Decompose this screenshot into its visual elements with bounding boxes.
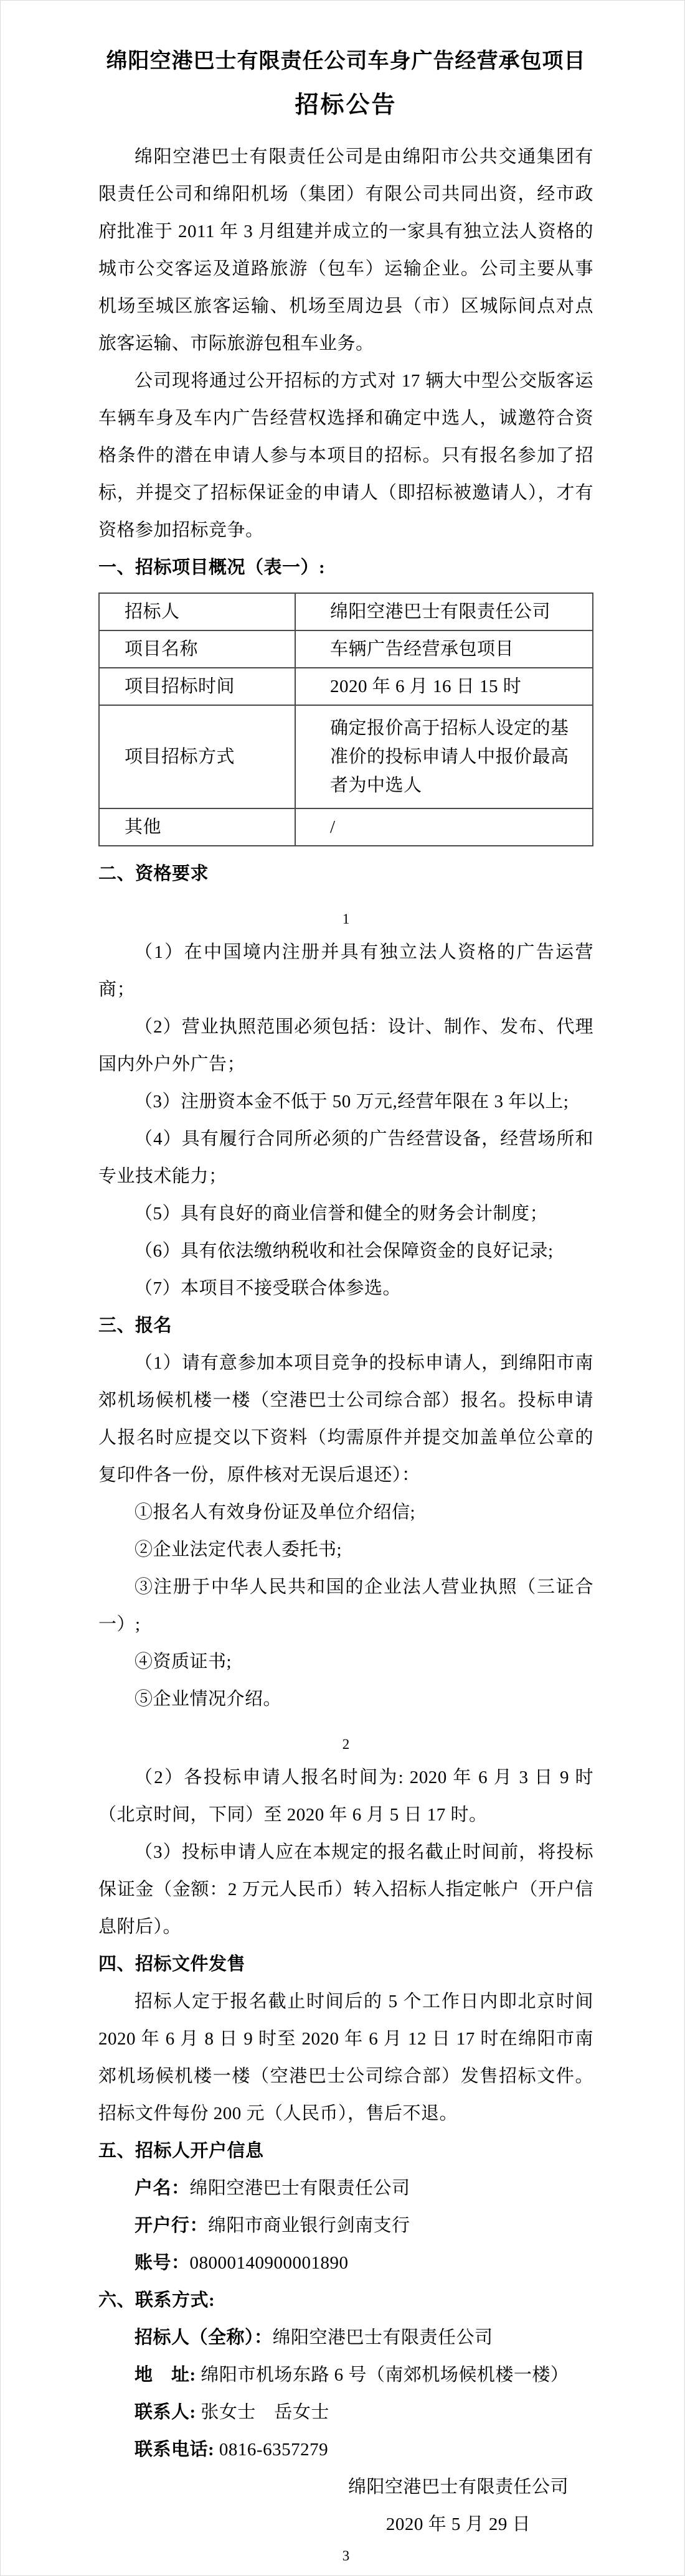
document-title-line1: 绵阳空港巴士有限责任公司车身广告经营承包项目 xyxy=(106,50,586,73)
required-doc-item: ④资质证书; xyxy=(135,1652,232,1672)
contact-field-tenderer xyxy=(98,2319,593,2356)
registration-item-2: （2）各投标申请人报名时间为: 2020 年 6 月 3 日 9 时（北京时间，下同）至 2020 年 6 月 5 日 17 时。 xyxy=(98,1768,593,1825)
table-cell-label: 项目招标时间 xyxy=(99,668,295,705)
intro-paragraph-1: 绵阳空港巴士有限责任公司是由绵阳市公共交通集团有限责任公司和绵阳机场（集团）有限公司共同出资，经市政府批准于 2011 年 3 月组建并成立的一家具有独立法人资格的城市公交客运及道路旅游（包车）运输企业。公司主要从事机场至城区旅客运输、机场至周边县（市）区城际间点对点旅客运输、市际旅游包租车业务。 xyxy=(98,147,593,354)
qualification-item: （5）具有良好的商业信誉和健全的财务会计制度； xyxy=(135,1204,549,1224)
page-number-1: 1 xyxy=(342,911,350,927)
signature-company: 绵阳空港巴士有限责任公司 xyxy=(347,2477,569,2497)
field-label: 联系电话: xyxy=(135,2440,219,2460)
table-cell-value: 确定报价高于招标人设定的基准价的投标申请人中报价最高者为中选人 xyxy=(295,705,593,808)
field-label: 招标人（全称）： xyxy=(135,2328,273,2348)
registration-item-1: （1）请有意参加本项目竞争的投标申请人，到绵阳市南郊机场候机楼一楼（空港巴士公司综合部）报名。投标申请人报名时应提交以下资料（均需原件并提交加盖单位公章的复印件各一份，原件核对无误后退还）： xyxy=(98,1353,593,1485)
field-label: 地 址: xyxy=(135,2365,201,2385)
table-cell-value: 2020 年 6 月 16 日 15 时 xyxy=(295,668,593,705)
qualification-item: （4）具有履行合同所必须的广告经营设备，经营场所和专业技术能力； xyxy=(98,1129,593,1186)
table-cell-label: 项目招标方式 xyxy=(99,705,295,808)
field-label: 开户行： xyxy=(135,2216,209,2236)
table-cell-label: 项目名称 xyxy=(99,630,295,668)
required-doc-item: ①报名人有效身份证及单位介绍信; xyxy=(135,1502,416,1522)
table-cell-value: / xyxy=(295,808,593,846)
field-value: 08000140900001890 xyxy=(189,2253,349,2273)
contact-field-person xyxy=(98,2394,593,2431)
table-cell-value: 绵阳空港巴士有限责任公司 xyxy=(295,593,593,630)
document-title-line2: 招标公告 xyxy=(295,92,397,118)
signature-block xyxy=(348,2468,569,2543)
field-label: 账号： xyxy=(135,2253,190,2273)
project-overview-table xyxy=(98,592,593,846)
contact-field-address xyxy=(98,2356,593,2394)
section5-heading: 五、招标人开户信息 xyxy=(98,2141,264,2161)
table-row xyxy=(99,630,593,668)
section2-heading: 二、资格要求 xyxy=(98,864,209,884)
table-row xyxy=(99,808,593,846)
required-doc-item: ⑤企业情况介绍。 xyxy=(135,1689,282,1709)
table-cell-value: 车辆广告经营承包项目 xyxy=(295,630,593,668)
section1-heading: 一、招标项目概况（表一）: xyxy=(98,558,326,578)
field-label: 联系人: xyxy=(135,2402,201,2422)
section3-heading: 三、报名 xyxy=(98,1316,172,1336)
section6-heading: 六、联系方式: xyxy=(98,2290,215,2310)
required-doc-item: ②企业法定代表人委托书; xyxy=(135,1540,342,1560)
required-doc-item: ③注册于中华人民共和国的企业法人营业执照（三证合一）; xyxy=(98,1577,593,1634)
bank-field-bank-name xyxy=(98,2207,593,2244)
page-number-3: 3 xyxy=(342,2548,350,2564)
table-row xyxy=(99,593,593,630)
qualification-item: （7）本项目不接受联合体参选。 xyxy=(135,1278,402,1298)
page-number-2: 2 xyxy=(342,1736,350,1752)
table-cell-label: 其他 xyxy=(99,808,295,846)
intro-paragraph-2: 公司现将通过公开招标的方式对 17 辆大中型公交版客运车辆车身及车内广告经营权选择和确定中选人，诚邀符合资格条件的潜在申请人参与本项目的招标。只有报名参加了招标，并提交了招标保证金的申请人（即招标被邀请人），才有资格参加招标竞争。 xyxy=(98,371,593,540)
table-cell-label: 招标人 xyxy=(99,593,295,630)
field-label: 户名： xyxy=(135,2178,190,2198)
field-value: 0816-6357279 xyxy=(219,2440,329,2460)
registration-item-3: （3）投标申请人应在本规定的报名截止时间前，将投标保证金（金额：2 万元人民币）转入招标人指定帐户（开户信息附后）。 xyxy=(98,1842,593,1937)
qualification-item: （2）营业执照范围必须包括：设计、制作、发布、代理国内外户外广告； xyxy=(98,1017,593,1074)
qualification-item: （1）在中国境内注册并具有独立法人资格的广告运营商； xyxy=(98,942,593,1000)
qualification-item: （6）具有依法缴纳税收和社会保障资金的良好记录; xyxy=(135,1241,554,1261)
qualification-item: （3）注册资本金不低于 50 万元,经营年限在 3 年以上; xyxy=(135,1092,569,1112)
field-value: 张女士 岳女士 xyxy=(201,2402,329,2422)
table-row xyxy=(99,705,593,808)
field-value: 绵阳空港巴士有限责任公司 xyxy=(272,2328,493,2348)
bank-field-account-name xyxy=(98,2170,593,2207)
contact-field-phone xyxy=(98,2431,593,2468)
table-row xyxy=(99,668,593,705)
signature-date: 2020 年 5 月 29 日 xyxy=(385,2514,531,2534)
field-value: 绵阳市机场东路 6 号（南郊机场候机楼一楼） xyxy=(201,2365,569,2385)
field-value: 绵阳空港巴士有限责任公司 xyxy=(189,2178,410,2198)
document-sale-paragraph: 招标人定于报名截止时间后的 5 个工作日内即北京时间 2020 年 6 月 8 日 9 时至 2020 年 6 月 12 日 17 时在绵阳市南郊机场候机楼一楼（空港巴士公司综合部）发售招标文件。招标文件每份 200 元（人民币），售后不退。 xyxy=(98,1992,593,2124)
section4-heading: 四、招标文件发售 xyxy=(98,1954,246,1974)
field-value: 绵阳市商业银行剑南支行 xyxy=(208,2216,410,2236)
document-content xyxy=(1,47,684,2565)
bank-field-account-number xyxy=(98,2244,593,2282)
